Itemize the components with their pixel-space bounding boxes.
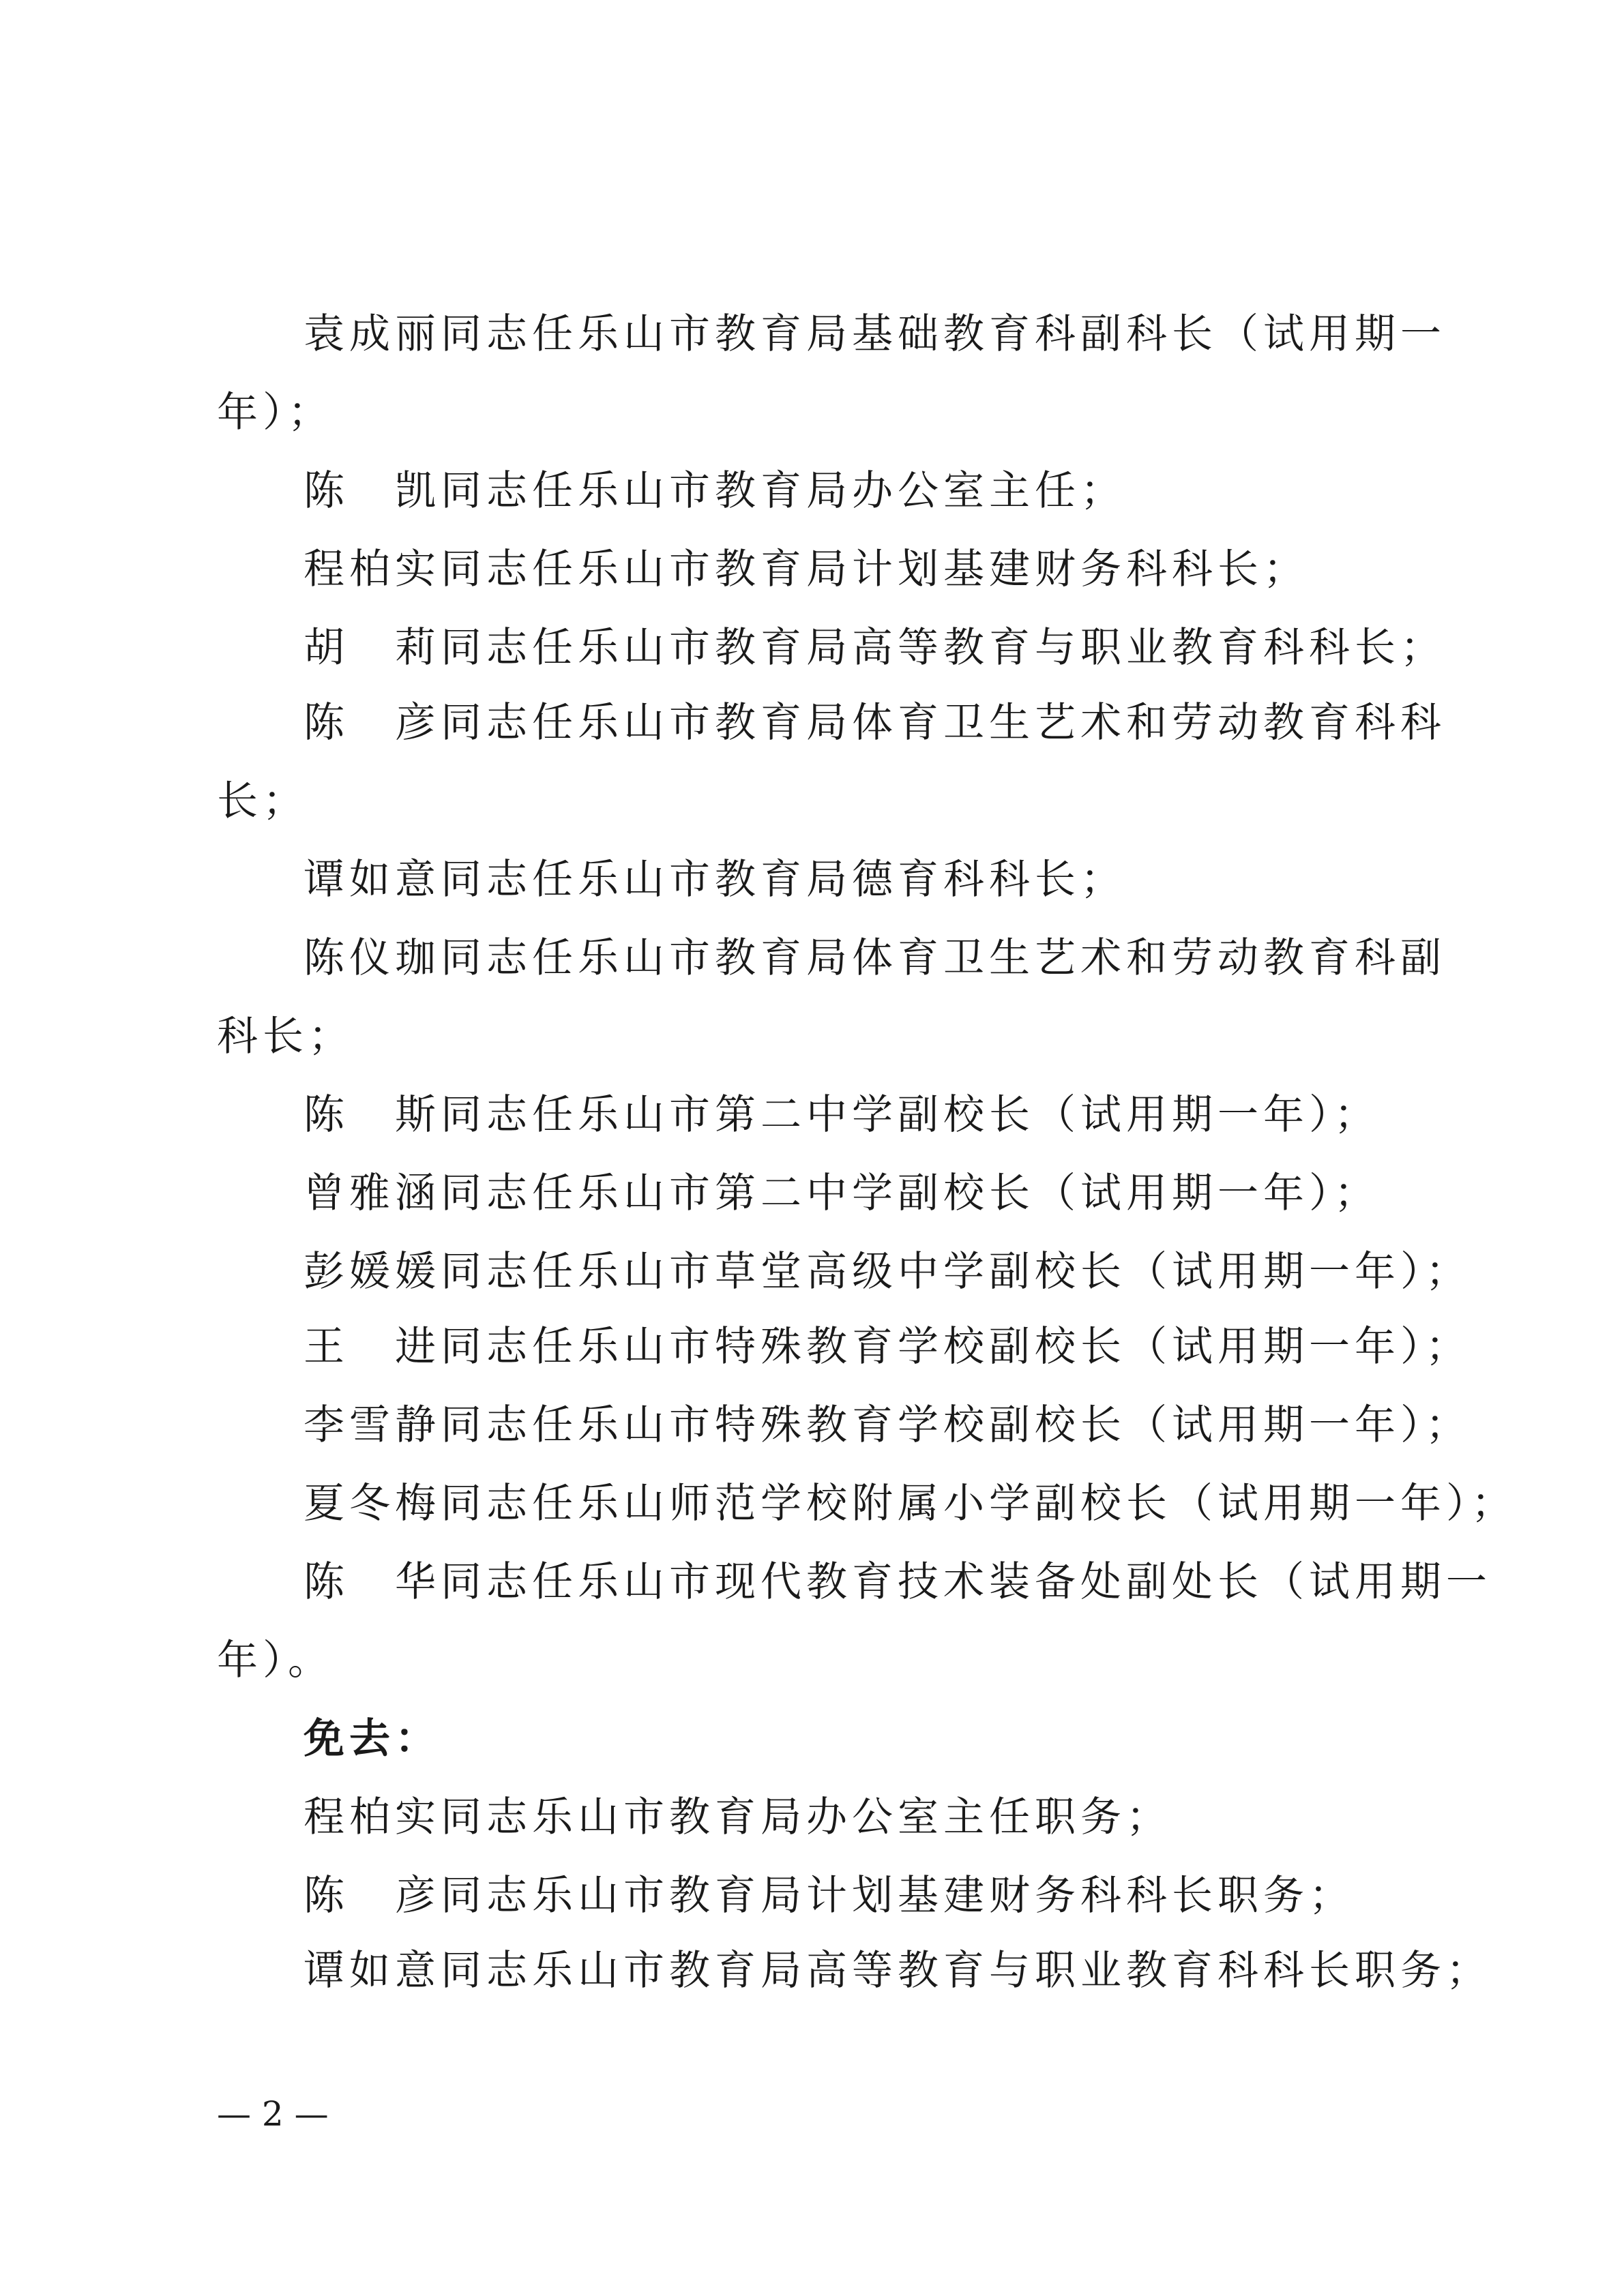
appointment-line: 胡 莉同志任乐山市教育局高等教育与职业教育科科长； <box>304 624 1446 672</box>
dismissal-line: 程柏实同志乐山市教育局办公室主任职务； <box>304 1793 1172 1841</box>
appointment-line-continuation: 长； <box>217 777 308 825</box>
appointment-line: 谭如意同志任乐山市教育局德育科科长； <box>304 856 1126 904</box>
appointment-line-continuation: 年）。 <box>217 1637 334 1684</box>
appointment-line: 陈 彦同志任乐山市教育局体育卫生艺术和劳动教育科科 <box>304 699 1446 747</box>
appointment-line: 陈 凯同志任乐山市教育局办公室主任； <box>304 467 1126 515</box>
appointment-line: 陈 华同志任乐山市现代教育技术装备处副处长（试用期一 <box>304 1558 1492 1606</box>
appointment-line: 陈仪珈同志任乐山市教育局体育卫生艺术和劳动教育科副 <box>304 934 1446 982</box>
appointment-line: 李雪静同志任乐山市特殊教育学校副校长（试用期一年）； <box>304 1401 1471 1449</box>
dismissal-line: 陈 彦同志乐山市教育局计划基建财务科科长职务； <box>304 1872 1355 1920</box>
appointment-line-continuation: 科长； <box>217 1013 354 1060</box>
page-number: — 2 — <box>217 2094 329 2134</box>
appointment-line: 曾雅涵同志任乐山市第二中学副校长（试用期一年）； <box>304 1169 1380 1217</box>
appointment-line: 彭媛媛同志任乐山市草堂高级中学副校长（试用期一年）； <box>304 1248 1471 1296</box>
section-heading-dismissal: 免去： <box>304 1715 441 1763</box>
appointment-line: 袁成丽同志任乐山市教育局基础教育科副科长（试用期一 <box>304 310 1446 358</box>
appointment-line: 夏冬梅同志任乐山师范学校附属小学副校长（试用期一年）； <box>304 1480 1517 1527</box>
appointment-line: 王 进同志任乐山市特殊教育学校副校长（试用期一年）； <box>304 1323 1471 1371</box>
dismissal-line: 谭如意同志乐山市教育局高等教育与职业教育科科长职务； <box>304 1947 1492 1995</box>
appointment-line: 程柏实同志任乐山市教育局计划基建财务科科长； <box>304 546 1309 593</box>
appointment-line-continuation: 年）； <box>217 389 334 436</box>
appointment-line: 陈 斯同志任乐山市第二中学副校长（试用期一年）； <box>304 1091 1380 1139</box>
